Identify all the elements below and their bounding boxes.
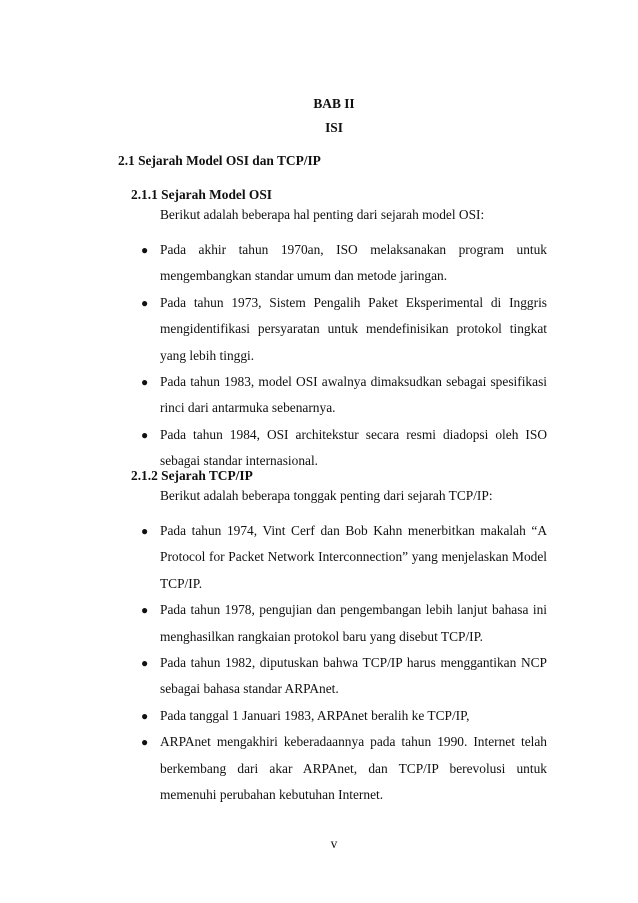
bullet-icon: ● — [141, 524, 149, 538]
bullet-list — [131, 237, 547, 475]
bullet-icon: ● — [141, 603, 149, 618]
subsection-osi — [131, 187, 547, 475]
bullet-icon: ● — [141, 735, 149, 750]
subsection-heading: 2.1.1 Sejarah Model OSI — [131, 187, 272, 202]
subsection-intro: Berikut adalah beberapa tonggak penting dari sejarah TCP/IP: — [160, 488, 493, 503]
chapter-title: ISI — [325, 120, 343, 135]
list-item: ● Pada tanggal 1 Januari 1983, ARPAnet beralih ke TCP/IP, — [131, 703, 547, 729]
bullet-list — [131, 518, 547, 808]
bullet-icon: ● — [141, 427, 149, 442]
bullet-icon: ● — [141, 708, 149, 723]
list-item: ● Pada tahun 1984, OSI architekstur secara resmi diadopsi oleh ISO sebagai standar internasional. — [131, 422, 547, 475]
subsection-heading: 2.1.2 Sejarah TCP/IP — [131, 468, 253, 483]
list-item: ● Pada tahun 1982, diputuskan bahwa TCP/IP harus menggantikan NCP sebagai bahasa standar ARPAnet. — [131, 650, 547, 703]
list-item: ● Pada tahun 1978, pengujian dan pengembangan lebih lanjut bahasa ini menghasilkan rangkaian protokol baru yang disebut TCP/IP. — [131, 597, 547, 650]
subsection-tcpip — [131, 468, 547, 808]
list-item: ● Pada tahun 1973, Sistem Pengalih Paket Eksperimental di Inggris mengidentifikasi persyaratan untuk mendefinisikan protokol tingkat yang lebih tinggi. — [131, 290, 547, 369]
section-heading: 2.1 Sejarah Model OSI dan TCP/IP — [118, 153, 321, 168]
bullet-icon: ● — [141, 375, 149, 390]
chapter-label: BAB II — [313, 96, 355, 111]
page-number: v — [330, 836, 338, 851]
subsection-intro: Berikut adalah beberapa hal penting dari sejarah model OSI: — [160, 207, 485, 222]
bullet-icon: ● — [141, 243, 149, 257]
bullet-icon: ● — [141, 295, 149, 310]
list-item: ● Pada tahun 1974, Vint Cerf dan Bob Kahn menerbitkan makalah “A Protocol for Packet Network Interconnection” yang menjelaskan Model TCP/IP. — [131, 518, 547, 597]
list-item: ● Pada tahun 1983, model OSI awalnya dimaksudkan sebagai spesifikasi rinci dari antarmuka sebenarnya. — [131, 369, 547, 422]
list-item: ● Pada akhir tahun 1970an, ISO melaksanakan program untuk mengembangkan standar umum dan metode jaringan. — [131, 237, 547, 290]
bullet-icon: ● — [141, 656, 149, 671]
list-item: ● ARPAnet mengakhiri keberadaannya pada tahun 1990. Internet telah berkembang dari akar ARPAnet, dan TCP/IP berevolusi untuk memenuhi perubahan kebutuhan Internet. — [131, 729, 547, 808]
